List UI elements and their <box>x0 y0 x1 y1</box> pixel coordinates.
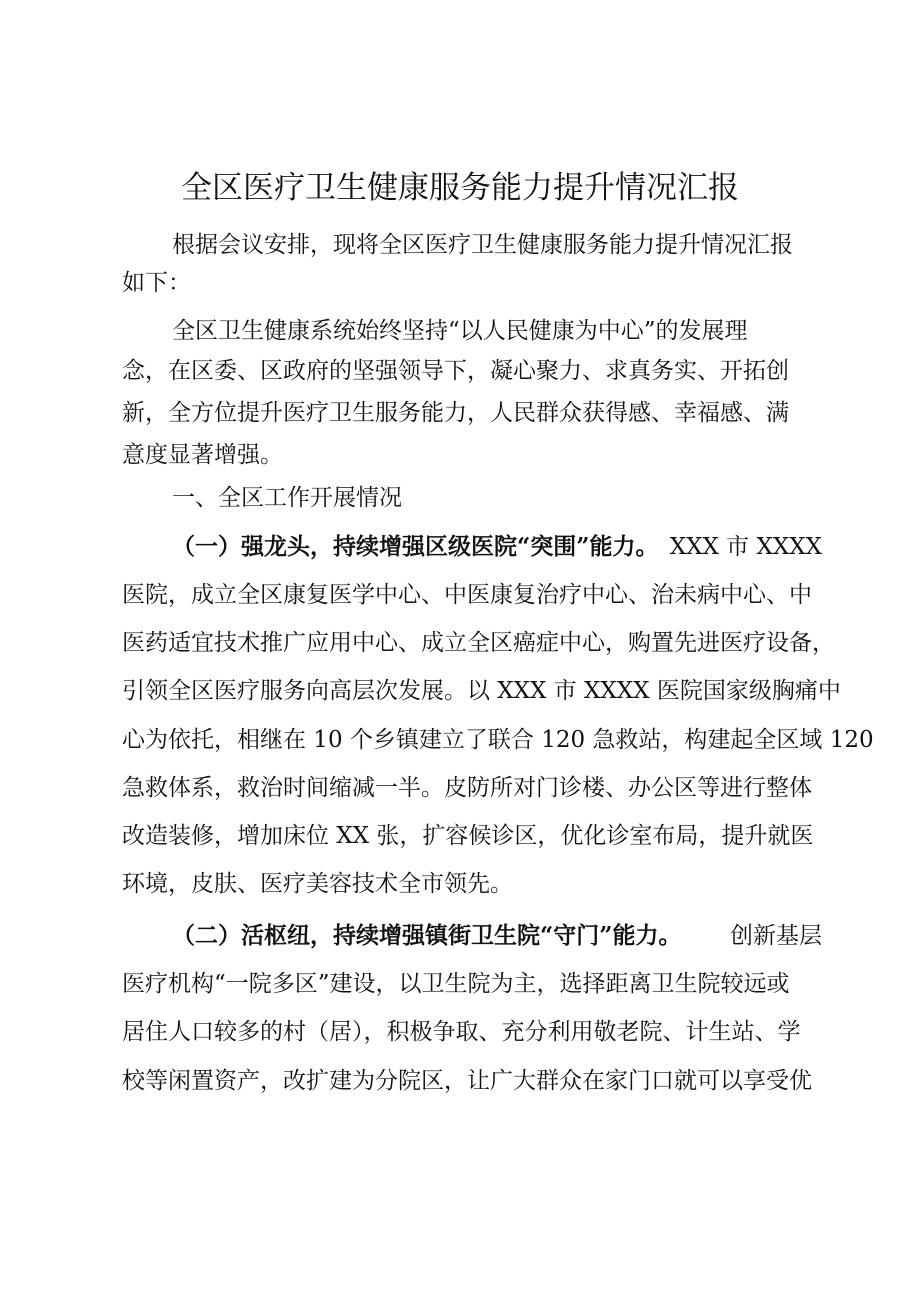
item-1-first-line-rest: XXX 市 XXXX <box>669 534 822 560</box>
item-1-line-3: 医药适宜技术推广应用中心、成立全区癌症中心，购置先进医疗设备， <box>122 630 835 656</box>
item-1-line-4: 引领全区医疗服务向高层次发展。以 XXX 市 XXXX 医院国家级胸痛中 <box>122 678 841 704</box>
item-1-line-8: 环境，皮肤、医疗美容技术全市领先。 <box>122 871 513 897</box>
intro-line-2: 如下： <box>122 270 191 296</box>
summary-line-4: 意度显著增强。 <box>122 442 283 468</box>
item-2-line-2: 医疗机构“一院多区”建设，以卫生院为主，选择距离卫生院较远或 <box>122 971 790 997</box>
item-2-first-line-rest: 创新基层 <box>730 923 822 949</box>
item-1-line-7: 改造装修，增加床位 XX 张，扩容候诊区，优化诊室布局，提升就医 <box>122 823 814 849</box>
intro-line-1: 根据会议安排，现将全区医疗卫生健康服务能力提升情况汇报 <box>172 232 793 258</box>
summary-line-1: 全区卫生健康系统始终坚持“以人民健康为中心”的发展理 <box>172 318 748 344</box>
item-1-line-6: 急救体系，救治时间缩减一半。皮防所对门诊楼、办公区等进行整体 <box>122 775 812 801</box>
item-1-line-5: 心为依托，相继在 10 个乡镇建立了联合 120 急救站，构建起全区域 120 <box>122 727 874 753</box>
summary-line-2: 念，在区委、区政府的坚强领导下，凝心聚力、求真务实、开拓创 <box>122 358 789 384</box>
item-2-line-3: 居住人口较多的村（居），积极争取、充分利用敬老院、计生站、学 <box>122 1019 801 1045</box>
item-1-heading: （一）强龙头，持续增强区级医院“突围”能力。 <box>172 533 659 560</box>
item-2-first-line <box>172 919 822 953</box>
summary-line-3: 新，全方位提升医疗卫生服务能力，人民群众获得感、幸福感、满 <box>122 400 789 426</box>
item-1-first-line <box>172 530 822 564</box>
document-title: 全区医疗卫生健康服务能力提升情况汇报 <box>181 170 739 206</box>
section-heading: 一、全区工作开展情况 <box>172 485 402 511</box>
item-2-line-4: 校等闲置资产，改扩建为分院区，让广大群众在家门口就可以享受优 <box>122 1068 812 1094</box>
item-1-line-2: 医院，成立全区康复医学中心、中医康复治疗中心、治未病中心、中 <box>122 582 812 608</box>
item-2-heading: （二）活枢纽，持续增强镇街卫生院“守门”能力。 <box>172 922 682 949</box>
